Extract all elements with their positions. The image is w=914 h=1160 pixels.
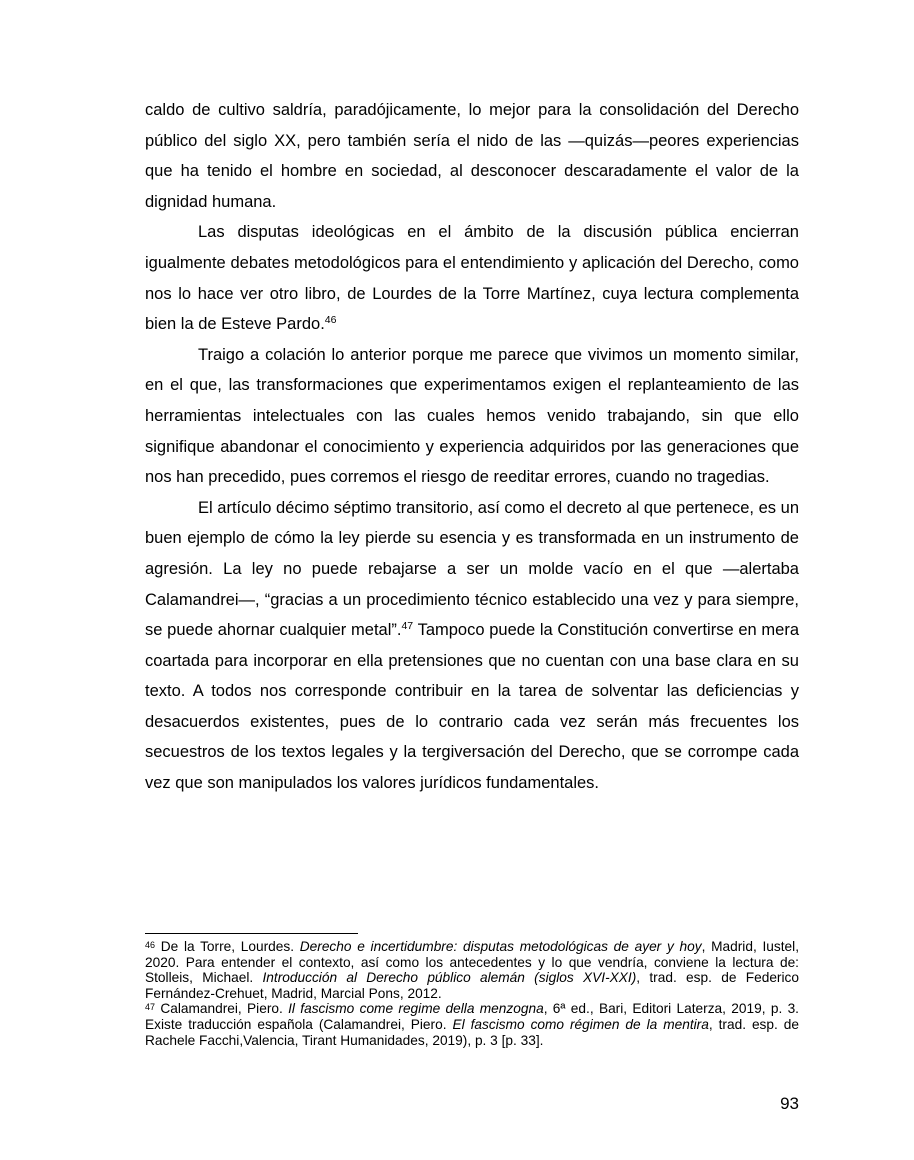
footnote-text: , Madrid, Iustel, 2020. Para entender el contexto, así como los antecedentes y lo que vendría, conviene la lectura de: Stolleis, Michael. bbox=[145, 939, 799, 986]
footnotes bbox=[145, 939, 799, 1048]
footnote-text: , 6ª ed., Bari, Editori Laterza, 2019, p. 3. Existe traducción española (Calamandrei, Piero. bbox=[145, 1001, 799, 1032]
footnote-ref-47[interactable]: 47 bbox=[401, 619, 414, 632]
paragraph-1-text: caldo de cultivo saldría, paradójicamente, lo mejor para la consolidación del Derecho público del siglo XX, pero también sería el nido de las —quizás—peores experiencias que ha tenido el hombre en sociedad, al desconocer descaradamente el valor de la dignidad humana. bbox=[145, 101, 799, 211]
footnote-46 bbox=[145, 939, 799, 1001]
paragraph-3 bbox=[145, 340, 799, 493]
body-text bbox=[145, 95, 799, 799]
footnote-number: 47 bbox=[145, 1002, 156, 1013]
footnote-separator bbox=[145, 933, 358, 934]
footnote-number: 46 bbox=[145, 940, 156, 950]
footnote-title: Il fascismo come regime della menzogna bbox=[288, 1001, 544, 1017]
footnote-ref-46[interactable]: 46 bbox=[324, 313, 337, 326]
paragraph-3-text: Traigo a colación lo anterior porque me parece que vivimos un momento similar, en el que, las transformaciones que experimentamos exigen el replanteamiento de las herramientas intelectuales con las cuales hemos venido trabajando, sin que ello signifique abandonar el conocimiento y experiencia adquiridos por las generaciones que nos han precedido, pues corremos el riesgo de reeditar errores, cuando no tragedias. bbox=[145, 345, 799, 487]
footnote-47 bbox=[145, 1001, 799, 1048]
footnote-title: Introducción al Derecho público alemán (siglos XVI-XXI) bbox=[262, 970, 637, 986]
footnote-title: El fascismo como régimen de la mentira bbox=[452, 1016, 709, 1032]
paragraph-4-text-start: El artículo décimo séptimo transitorio, así como el decreto al que pertenece, es un buen ejemplo de cómo la ley pierde su esencia y es transformada en un instrumento de agresión. La ley no puede rebajarse a ser un molde vacío en el que —alertaba Calamandrei—, “gracias a un procedimiento técnico establecido una vez y para siempre, se puede ahornar cualquier metal”. bbox=[145, 498, 799, 640]
footnote-text: , trad. esp. de Rachele Facchi,Valencia, Tirant Humanidades, 2019), p. 3 [p. 33]. bbox=[145, 1016, 799, 1048]
footnote-title: Derecho e incertidumbre: disputas metodológicas de ayer y hoy bbox=[299, 939, 702, 954]
page-number: 93 bbox=[780, 1094, 799, 1113]
paragraph-2 bbox=[145, 217, 799, 339]
paragraph-4 bbox=[145, 493, 799, 799]
footnote-text: De la Torre, Lourdes. bbox=[155, 939, 300, 954]
paragraph-1 bbox=[145, 95, 799, 217]
paragraph-2-text: Las disputas ideológicas en el ámbito de la discusión pública encierran igualmente debates metodológicos para el entendimiento y aplicación del Derecho, como nos lo hace ver otro libro, de Lourdes de la Torre Martínez, cuya lectura complementa bien la de Esteve Pardo. bbox=[145, 223, 799, 334]
paragraph-4-text-end: Tampoco puede la Constitución convertirse en mera coartada para incorporar en ella pretensiones que no cuentan con una base clara en su texto. A todos nos corresponde contribuir en la tarea de solventar las deficiencias y desacuerdos existentes, pues de lo contrario cada vez serán más frecuentes los secuestros de los textos legales y la tergiversación del Derecho, que se corrompe cada vez que son manipulados los valores jurídicos fundamentales. bbox=[145, 621, 800, 793]
footnote-text: , trad. esp. de Federico Fernández-Crehuet, Madrid, Marcial Pons, 2012. bbox=[145, 970, 799, 1001]
footnote-text: Calamandrei, Piero. bbox=[155, 1001, 289, 1017]
